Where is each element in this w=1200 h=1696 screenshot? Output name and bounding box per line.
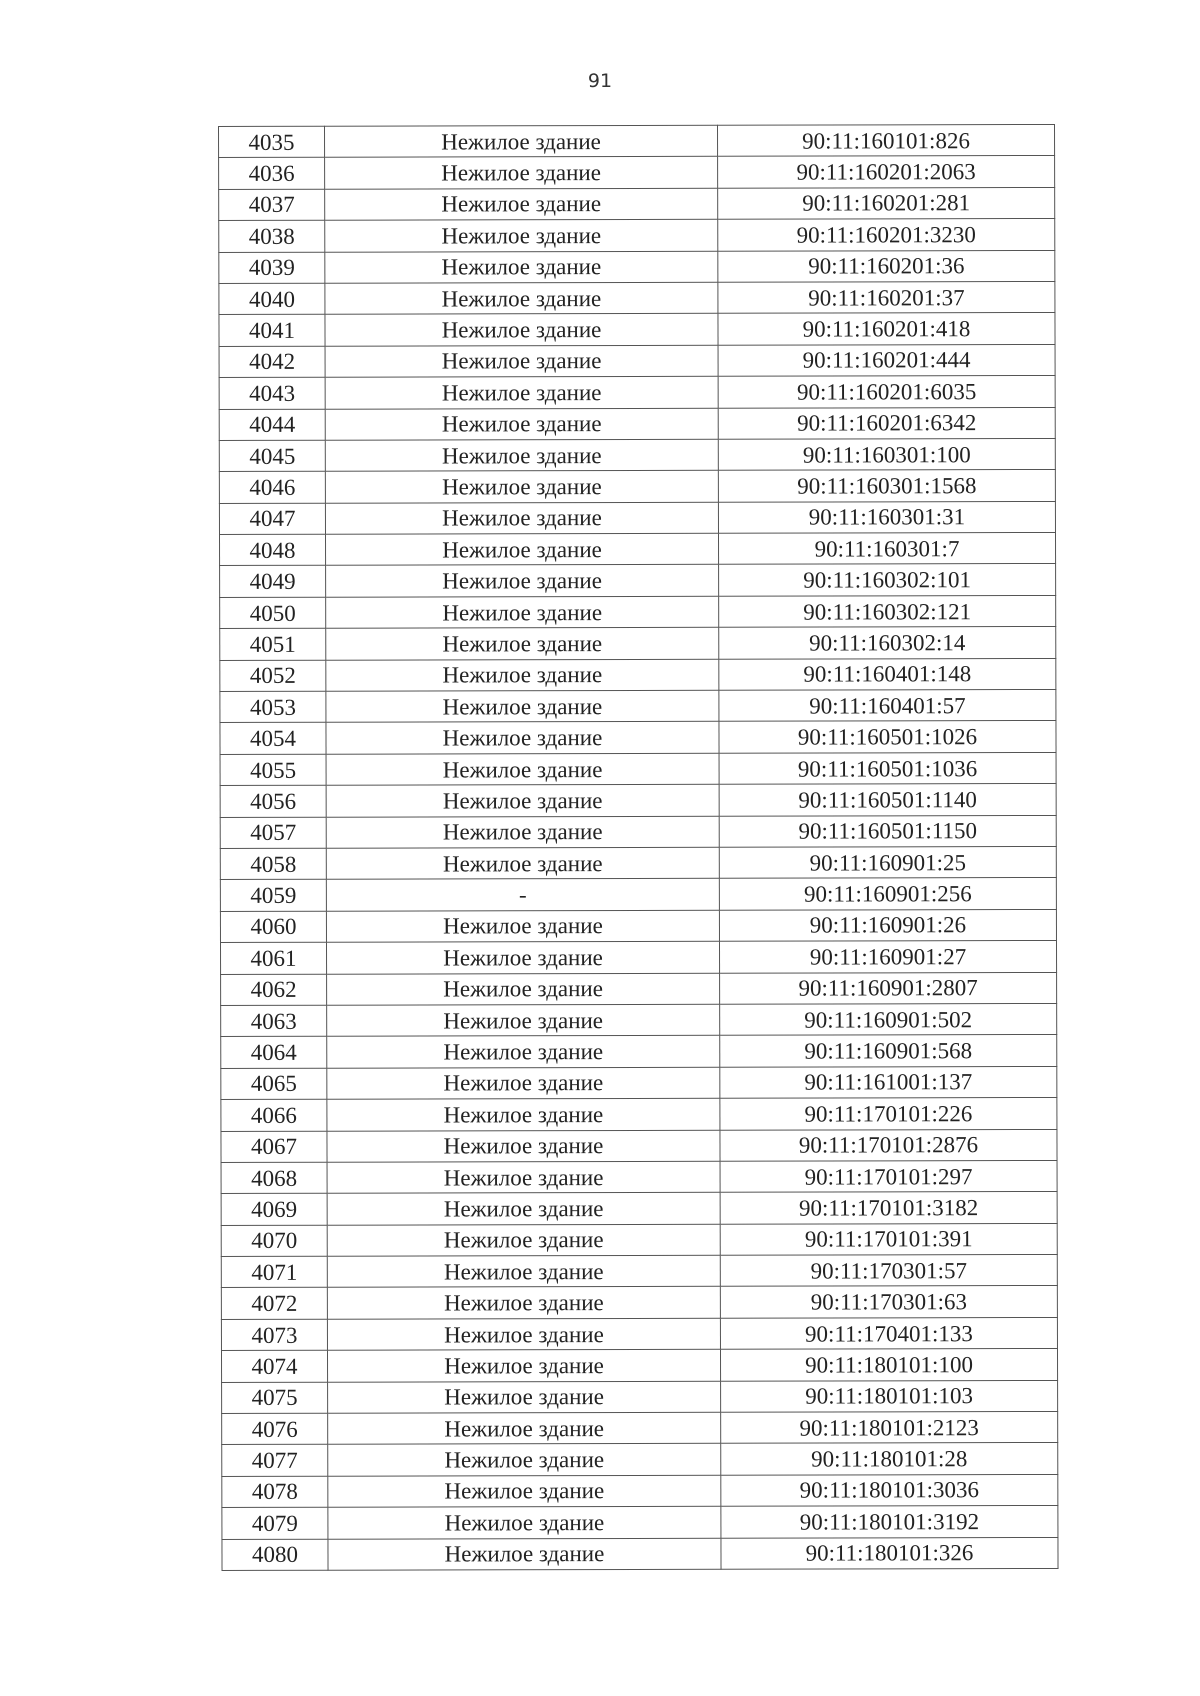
object-type-cell: Нежилое здание [327, 1350, 720, 1382]
row-number-cell: 4068 [221, 1162, 327, 1194]
row-number-cell: 4037 [219, 189, 325, 221]
cadastral-number-cell: 90:11:160201:281 [718, 187, 1055, 219]
cadastral-number-cell: 90:11:160302:101 [719, 564, 1056, 596]
cadastral-number-cell: 90:11:180101:103 [721, 1380, 1058, 1412]
cadastral-number-cell: 90:11:160201:444 [718, 344, 1055, 376]
table-row [220, 784, 1056, 817]
object-type-cell: Нежилое здание [325, 282, 718, 314]
object-type-cell: Нежилое здание [326, 941, 719, 973]
object-type-cell: Нежилое здание [328, 1538, 721, 1570]
table-row [221, 1003, 1057, 1036]
object-type-cell: Нежилое здание [326, 628, 719, 660]
row-number-cell: 4047 [219, 503, 325, 535]
registry-table-body [219, 124, 1059, 1570]
table-row [220, 721, 1056, 754]
row-number-cell: 4055 [220, 754, 326, 786]
cadastral-number-cell: 90:11:180101:100 [720, 1349, 1057, 1381]
row-number-cell: 4052 [220, 660, 326, 692]
cadastral-number-cell: 90:11:160301:31 [718, 501, 1055, 533]
object-type-cell: Нежилое здание [325, 502, 718, 534]
cadastral-number-cell: 90:11:160201:6035 [718, 376, 1055, 408]
object-type-cell: Нежилое здание [326, 659, 719, 691]
row-number-cell: 4048 [219, 534, 325, 566]
cadastral-number-cell: 90:11:170301:57 [720, 1255, 1057, 1287]
table-row [221, 1160, 1057, 1193]
row-number-cell: 4039 [219, 252, 325, 284]
cadastral-number-cell: 90:11:160302:121 [719, 595, 1056, 627]
cadastral-number-cell: 90:11:160901:25 [719, 846, 1056, 878]
cadastral-number-cell: 90:11:170101:391 [720, 1223, 1057, 1255]
table-row [221, 1317, 1057, 1350]
table-row [221, 1223, 1057, 1256]
object-type-cell: Нежилое здание [326, 565, 719, 597]
row-number-cell: 4036 [219, 158, 325, 190]
table-row [220, 564, 1056, 597]
object-type-cell: Нежилое здание [325, 188, 718, 220]
table-row [221, 972, 1057, 1005]
table-row [219, 156, 1055, 189]
cadastral-number-cell: 90:11:170101:3182 [720, 1192, 1057, 1224]
row-number-cell: 4059 [220, 880, 326, 912]
cadastral-number-cell: 90:11:160901:568 [720, 1035, 1057, 1067]
table-row [219, 281, 1055, 314]
object-type-cell: Нежилое здание [327, 1318, 720, 1350]
object-type-cell: Нежилое здание [328, 1475, 721, 1507]
cadastral-number-cell: 90:11:160101:826 [717, 124, 1054, 156]
row-number-cell: 4076 [222, 1413, 328, 1445]
row-number-cell: 4075 [222, 1382, 328, 1414]
row-number-cell: 4057 [220, 817, 326, 849]
table-row [222, 1443, 1058, 1476]
row-number-cell: 4066 [221, 1099, 327, 1131]
row-number-cell: 4067 [221, 1131, 327, 1163]
cadastral-number-cell: 90:11:180101:3192 [721, 1506, 1058, 1538]
object-type-cell: Нежилое здание [326, 847, 719, 879]
table-row [220, 595, 1056, 628]
cadastral-number-cell: 90:11:160201:6342 [718, 407, 1055, 439]
table-row [219, 187, 1055, 220]
cadastral-number-cell: 90:11:180101:28 [721, 1443, 1058, 1475]
table-row [219, 470, 1055, 503]
table-row [222, 1537, 1058, 1570]
object-type-cell: - [326, 879, 719, 911]
object-type-cell: Нежилое здание [327, 1255, 720, 1287]
object-type-cell: Нежилое здание [326, 753, 719, 785]
cadastral-number-cell: 90:11:160201:418 [718, 313, 1055, 345]
object-type-cell: Нежилое здание [326, 690, 719, 722]
row-number-cell: 4051 [220, 628, 326, 660]
object-type-cell: Нежилое здание [326, 910, 719, 942]
cadastral-number-cell: 90:11:160201:3230 [718, 219, 1055, 251]
table-row [220, 846, 1056, 879]
table-row [221, 1035, 1057, 1068]
cadastral-number-cell: 90:11:160501:1026 [719, 721, 1056, 753]
table-row [220, 909, 1056, 942]
object-type-cell: Нежилое здание [327, 1130, 720, 1162]
table-row [219, 250, 1055, 283]
object-type-cell: Нежилое здание [328, 1381, 721, 1413]
cadastral-number-cell: 90:11:170301:63 [720, 1286, 1057, 1318]
object-type-cell: Нежилое здание [325, 345, 718, 377]
cadastral-number-cell: 90:11:160501:1036 [719, 752, 1056, 784]
row-number-cell: 4069 [221, 1194, 327, 1226]
row-number-cell: 4072 [221, 1288, 327, 1320]
cadastral-number-cell: 90:11:160901:256 [719, 878, 1056, 910]
object-type-cell: Нежилое здание [328, 1412, 721, 1444]
row-number-cell: 4035 [219, 126, 325, 158]
table-row [219, 313, 1055, 346]
cadastral-number-cell: 90:11:161001:137 [720, 1066, 1057, 1098]
cadastral-number-cell: 90:11:170101:2876 [720, 1129, 1057, 1161]
object-type-cell: Нежилое здание [325, 408, 718, 440]
table-row [220, 941, 1056, 974]
row-number-cell: 4043 [219, 377, 325, 409]
cadastral-number-cell: 90:11:160301:7 [718, 533, 1055, 565]
cadastral-number-cell: 90:11:160501:1140 [719, 784, 1056, 816]
table-row [221, 1255, 1057, 1288]
table-row [222, 1380, 1058, 1413]
table-row [219, 407, 1055, 440]
object-type-cell: Нежилое здание [327, 1098, 720, 1130]
table-row [220, 689, 1056, 722]
cadastral-number-cell: 90:11:160901:26 [719, 909, 1056, 941]
row-number-cell: 4042 [219, 346, 325, 378]
row-number-cell: 4040 [219, 283, 325, 315]
object-type-cell: Нежилое здание [325, 251, 718, 283]
object-type-cell: Нежилое здание [325, 219, 718, 251]
cadastral-number-cell: 90:11:160501:1150 [719, 815, 1056, 847]
row-number-cell: 4049 [220, 566, 326, 598]
cadastral-number-cell: 90:11:170101:297 [720, 1160, 1057, 1192]
cadastral-number-cell: 90:11:160901:2807 [720, 972, 1057, 1004]
row-number-cell: 4077 [222, 1445, 328, 1477]
cadastral-number-cell: 90:11:160901:27 [719, 941, 1056, 973]
row-number-cell: 4056 [220, 785, 326, 817]
cadastral-number-cell: 90:11:160302:14 [719, 627, 1056, 659]
table-row [219, 124, 1055, 157]
row-number-cell: 4071 [221, 1256, 327, 1288]
cadastral-number-cell: 90:11:170401:133 [720, 1317, 1057, 1349]
row-number-cell: 4078 [222, 1476, 328, 1508]
table-row [221, 1066, 1057, 1099]
object-type-cell: Нежилое здание [327, 1161, 720, 1193]
row-number-cell: 4062 [221, 974, 327, 1006]
row-number-cell: 4041 [219, 315, 325, 347]
object-type-cell: Нежилое здание [326, 816, 719, 848]
table-row [221, 1286, 1057, 1319]
row-number-cell: 4079 [222, 1507, 328, 1539]
table-row [220, 878, 1056, 911]
object-type-cell: Нежилое здание [327, 1004, 720, 1036]
row-number-cell: 4064 [221, 1037, 327, 1069]
cadastral-number-cell: 90:11:160401:57 [719, 689, 1056, 721]
object-type-cell: Нежилое здание [328, 1506, 721, 1538]
row-number-cell: 4073 [221, 1319, 327, 1351]
row-number-cell: 4060 [220, 911, 326, 943]
cadastral-number-cell: 90:11:180101:326 [721, 1537, 1058, 1569]
cadastral-number-cell: 90:11:160301:100 [718, 438, 1055, 470]
object-type-cell: Нежилое здание [327, 1287, 720, 1319]
cadastral-number-cell: 90:11:160201:37 [718, 281, 1055, 313]
row-number-cell: 4063 [221, 1005, 327, 1037]
cadastral-number-cell: 90:11:160201:2063 [718, 156, 1055, 188]
table-row [219, 219, 1055, 252]
object-type-cell: Нежилое здание [327, 973, 720, 1005]
row-number-cell: 4074 [221, 1350, 327, 1382]
table-row [220, 752, 1056, 785]
row-number-cell: 4053 [220, 691, 326, 723]
object-type-cell: Нежилое здание [327, 1036, 720, 1068]
table-row [219, 344, 1055, 377]
object-type-cell: Нежилое здание [326, 784, 719, 816]
page-number: 91 [587, 70, 613, 92]
cadastral-number-cell: 90:11:170101:226 [720, 1098, 1057, 1130]
table-row [222, 1506, 1058, 1539]
object-type-cell: Нежилое здание [325, 157, 718, 189]
cadastral-number-cell: 90:11:160901:502 [720, 1003, 1057, 1035]
row-number-cell: 4080 [222, 1539, 328, 1571]
table-row [220, 815, 1056, 848]
object-type-cell: Нежилое здание [325, 125, 718, 157]
table-row [221, 1098, 1057, 1131]
table-row [219, 533, 1055, 566]
row-number-cell: 4044 [219, 409, 325, 441]
row-number-cell: 4070 [221, 1225, 327, 1257]
object-type-cell: Нежилое здание [325, 314, 718, 346]
row-number-cell: 4050 [220, 597, 326, 629]
object-type-cell: Нежилое здание [327, 1067, 720, 1099]
row-number-cell: 4065 [221, 1068, 327, 1100]
table-row [222, 1474, 1058, 1507]
table-row [220, 627, 1056, 660]
object-type-cell: Нежилое здание [325, 439, 718, 471]
row-number-cell: 4061 [220, 942, 326, 974]
table-row [221, 1349, 1057, 1382]
table-row [221, 1192, 1057, 1225]
object-type-cell: Нежилое здание [325, 471, 718, 503]
cadastral-number-cell: 90:11:160401:148 [719, 658, 1056, 690]
object-type-cell: Нежилое здание [325, 376, 718, 408]
cadastral-number-cell: 90:11:180101:3036 [721, 1474, 1058, 1506]
object-type-cell: Нежилое здание [328, 1444, 721, 1476]
table-row [221, 1129, 1057, 1162]
row-number-cell: 4058 [220, 848, 326, 880]
table-row [219, 376, 1055, 409]
object-type-cell: Нежилое здание [325, 533, 718, 565]
registry-table [218, 124, 1059, 1571]
table-row [219, 438, 1055, 471]
object-type-cell: Нежилое здание [326, 596, 719, 628]
table-row [220, 658, 1056, 691]
row-number-cell: 4046 [219, 472, 325, 504]
row-number-cell: 4038 [219, 220, 325, 252]
table-row [219, 501, 1055, 534]
table-row [222, 1411, 1058, 1444]
object-type-cell: Нежилое здание [327, 1193, 720, 1225]
object-type-cell: Нежилое здание [326, 722, 719, 754]
cadastral-number-cell: 90:11:160301:1568 [718, 470, 1055, 502]
cadastral-number-cell: 90:11:160201:36 [718, 250, 1055, 282]
cadastral-number-cell: 90:11:180101:2123 [721, 1411, 1058, 1443]
object-type-cell: Нежилое здание [327, 1224, 720, 1256]
row-number-cell: 4045 [219, 440, 325, 472]
row-number-cell: 4054 [220, 723, 326, 755]
